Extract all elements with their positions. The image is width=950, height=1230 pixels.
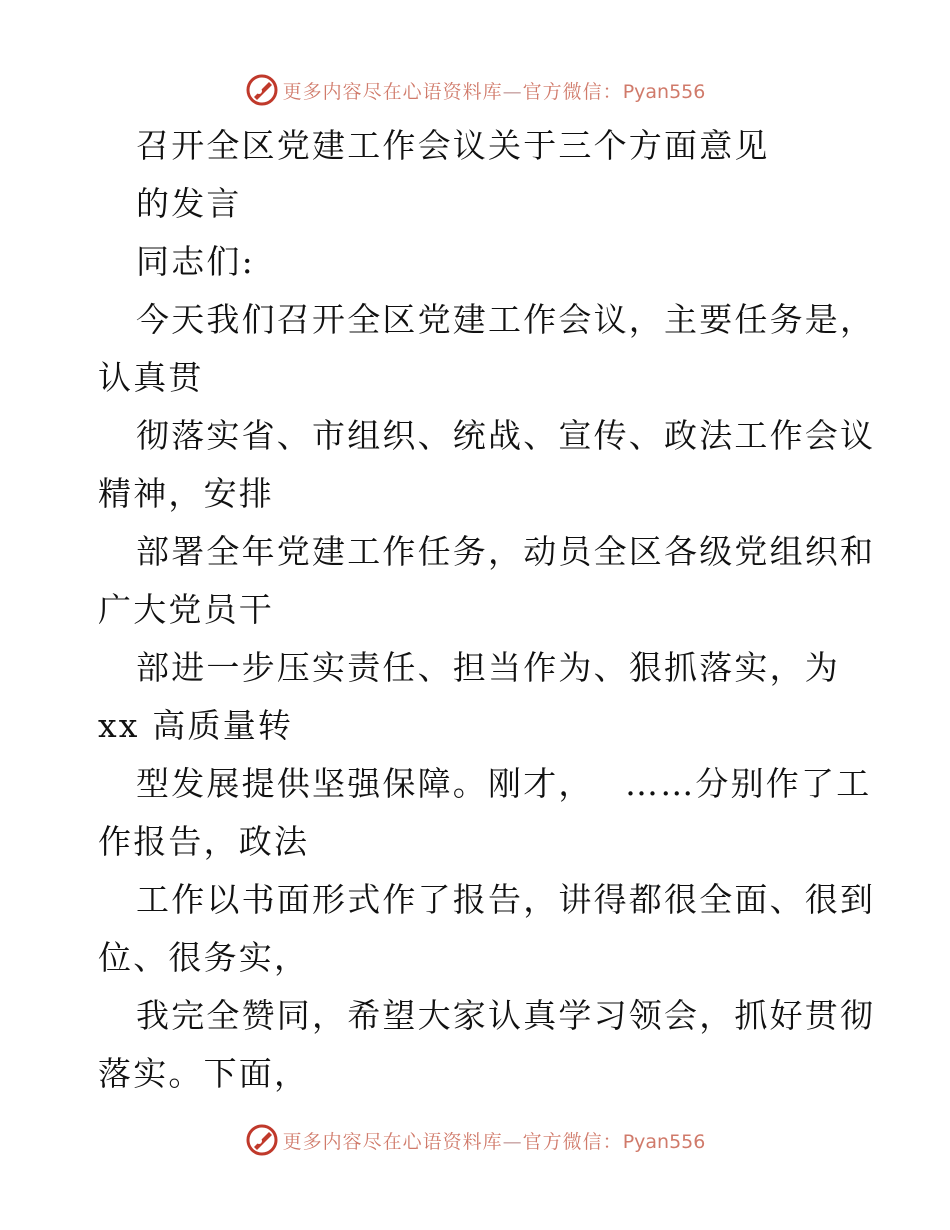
paragraph-line: 我完全赞同，希望大家认真学习领会，抓好贯彻 — [136, 996, 876, 1035]
title-line-1: 召开全区党建工作会议关于三个方面意见 — [136, 126, 770, 165]
paragraph-line: xx 高质量转 — [98, 706, 294, 745]
paragraph-line: 作报告，政法 — [98, 822, 310, 861]
paragraph-line: 认真贯 — [98, 358, 204, 397]
paragraph-line: 彻落实省、市组织、统战、宣传、政法工作会议 — [136, 416, 876, 455]
salutation: 同志们: — [136, 242, 255, 281]
paragraph-line: 型发展提供坚强保障。刚才， ……分别作了工 — [136, 764, 872, 803]
footer-watermark — [0, 1120, 950, 1160]
paragraph-line: 今天我们召开全区党建工作会议，主要任务是， — [136, 300, 876, 339]
paragraph-line: 落实。下面， — [98, 1054, 310, 1093]
paragraph-line: 精神，安排 — [98, 474, 274, 513]
watermark-text: 更多内容尽在心语资料库—官方微信：Pyan556 — [282, 80, 706, 103]
pen-heart-logo-icon — [245, 1123, 279, 1157]
header-watermark — [0, 70, 950, 110]
paragraph-line: 位、很务实， — [98, 938, 310, 977]
title-line-2: 的发言 — [136, 184, 242, 223]
pen-heart-logo-icon — [245, 73, 279, 107]
paragraph-line: 广大党员干 — [98, 590, 274, 629]
watermark-text: 更多内容尽在心语资料库—官方微信：Pyan556 — [282, 1130, 706, 1153]
paragraph-line: 部进一步压实责任、担当作为、狠抓落实，为 — [136, 648, 840, 687]
paragraph-line: 部署全年党建工作任务，动员全区各级党组织和 — [136, 532, 876, 571]
paragraph-line: 工作以书面形式作了报告，讲得都很全面、很到 — [136, 880, 876, 919]
